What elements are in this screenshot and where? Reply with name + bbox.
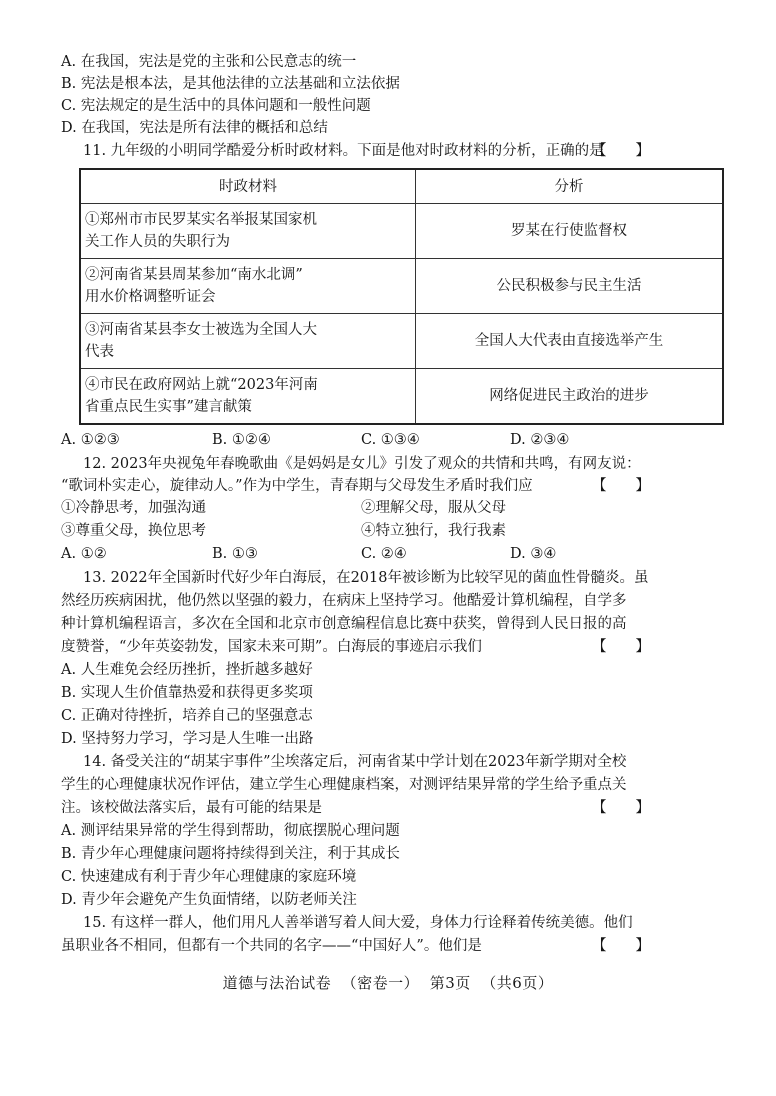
q13-stem-line-3: 种计算机编程语言，多次在全国和北京市创意编程信息比赛中获奖，曾得到人民日报的高	[61, 616, 627, 632]
q11-option-a: A. ①②③	[61, 432, 120, 448]
q12-option-c: C. ②④	[361, 546, 407, 562]
q11-answer-bracket: 【 】	[592, 143, 650, 159]
table-row	[80, 369, 723, 425]
material-cell: ②河南省某县周某参加“南水北调” 用水价格调整听证会	[80, 259, 416, 314]
q15-stem-line-2: 虽职业各不相同，但都有一个共同的名字——“中国好人”。他们是	[61, 938, 482, 954]
q13-answer-bracket: 【 】	[592, 639, 650, 655]
page-footer: 道德与法治试卷 （密卷一） 第3页 （共6页）	[222, 974, 554, 992]
material-cell: ①郑州市市民罗某实名举报某国家机 关工作人员的失职行为	[80, 204, 416, 259]
q11-option-d: D. ②③④	[510, 432, 570, 448]
q14-stem-line-3: 注。该校做法落实后，最有可能的结果是	[61, 800, 322, 816]
analysis-cell: 罗某在行使监督权	[416, 204, 724, 259]
q12-statement-4: ④特立独行，我行我素	[361, 523, 506, 539]
q13-option-a: A. 人生难免会经历挫折，挫折越多越好	[61, 662, 313, 678]
material-cell: ④市民在政府网站上就“2023年河南 省重点民生实事”建言献策	[80, 369, 416, 425]
q13-option-c: C. 正确对待挫折，培养自己的坚强意志	[61, 708, 313, 724]
q12-statement-3: ③尊重父母，换位思考	[61, 523, 206, 539]
q12-statement-1: ①冷静思考，加强沟通	[61, 500, 206, 516]
q11-option-b: B. ①②④	[212, 432, 271, 448]
q12-answer-bracket: 【 】	[592, 478, 650, 494]
q13-stem-line-4: 度赞誉，“少年英姿勃发，国家未来可期”。白海辰的事迹启示我们	[61, 639, 482, 655]
table-row	[80, 259, 723, 314]
q14-option-d: D. 青少年会避免产生负面情绪，以防老师关注	[61, 892, 357, 908]
q13-stem-line-2: 然经历疾病困扰，他仍然以坚强的毅力，在病床上坚持学习。他酷爱计算机编程，自学多	[61, 593, 627, 609]
q11-table	[79, 168, 724, 425]
analysis-cell: 全国人大代表由直接选举产生	[416, 314, 724, 369]
q10-option-a: A. 在我国，宪法是党的主张和公民意志的统一	[61, 54, 357, 70]
q13-option-b: B. 实现人生价值靠热爱和获得更多奖项	[61, 685, 313, 701]
q10-option-c: C. 宪法规定的是生活中的具体问题和一般性问题	[61, 98, 371, 114]
q11-stem: 11. 九年级的小明同学酷爱分析时政材料。下面是他对时政材料的分析，正确的是	[83, 143, 604, 159]
q12-stem-line-1: 12. 2023年央视兔年春晚歌曲《是妈妈是女儿》引发了观众的共情和共鸣，有网友说：	[83, 456, 641, 472]
table-row	[80, 314, 723, 369]
q10-option-b: B. 宪法是根本法，是其他法律的立法基础和立法依据	[61, 76, 400, 92]
q14-option-b: B. 青少年心理健康问题将持续得到关注，利于其成长	[61, 846, 400, 862]
q13-stem-line-1: 13. 2022年全国新时代好少年白海辰，在2018年被诊断为比较罕见的菌血性骨髓炎。虽	[83, 570, 649, 586]
q15-answer-bracket: 【 】	[592, 938, 650, 954]
q14-answer-bracket: 【 】	[592, 800, 650, 816]
q14-stem-line-2: 学生的心理健康状况作评估，建立学生心理健康档案，对测评结果异常的学生给予重点关	[61, 777, 627, 793]
q13-option-d: D. 坚持努力学习，学习是人生唯一出路	[61, 731, 314, 747]
q12-statement-2: ②理解父母，服从父母	[361, 500, 506, 516]
q14-stem-line-1: 14. 备受关注的“胡某宇事件”尘埃落定后，河南省某中学计划在2023年新学期对全校	[83, 754, 627, 770]
q12-option-a: A. ①②	[61, 546, 107, 562]
q12-option-b: B. ①③	[212, 546, 258, 562]
q14-option-c: C. 快速建成有利于青少年心理健康的家庭环境	[61, 869, 357, 885]
table-header-analysis: 分析	[416, 169, 724, 204]
material-cell: ③河南省某县李女士被选为全国人大 代表	[80, 314, 416, 369]
q11-option-c: C. ①③④	[361, 432, 420, 448]
q10-option-d: D. 在我国，宪法是所有法律的概括和总结	[61, 120, 328, 136]
analysis-cell: 网络促进民主政治的进步	[416, 369, 724, 425]
table-header-material: 时政材料	[80, 169, 416, 204]
q15-stem-line-1: 15. 有这样一群人，他们用凡人善举谱写着人间大爱，身体力行诠释着传统美德。他们	[83, 915, 633, 931]
q12-stem-line-2: “歌词朴实走心，旋律动人。”作为中学生，青春期与父母发生矛盾时我们应	[61, 478, 533, 494]
analysis-cell: 公民积极参与民主生活	[416, 259, 724, 314]
q12-option-d: D. ③④	[510, 546, 557, 562]
table-row	[80, 204, 723, 259]
q14-option-a: A. 测评结果异常的学生得到帮助，彻底摆脱心理问题	[61, 823, 400, 839]
